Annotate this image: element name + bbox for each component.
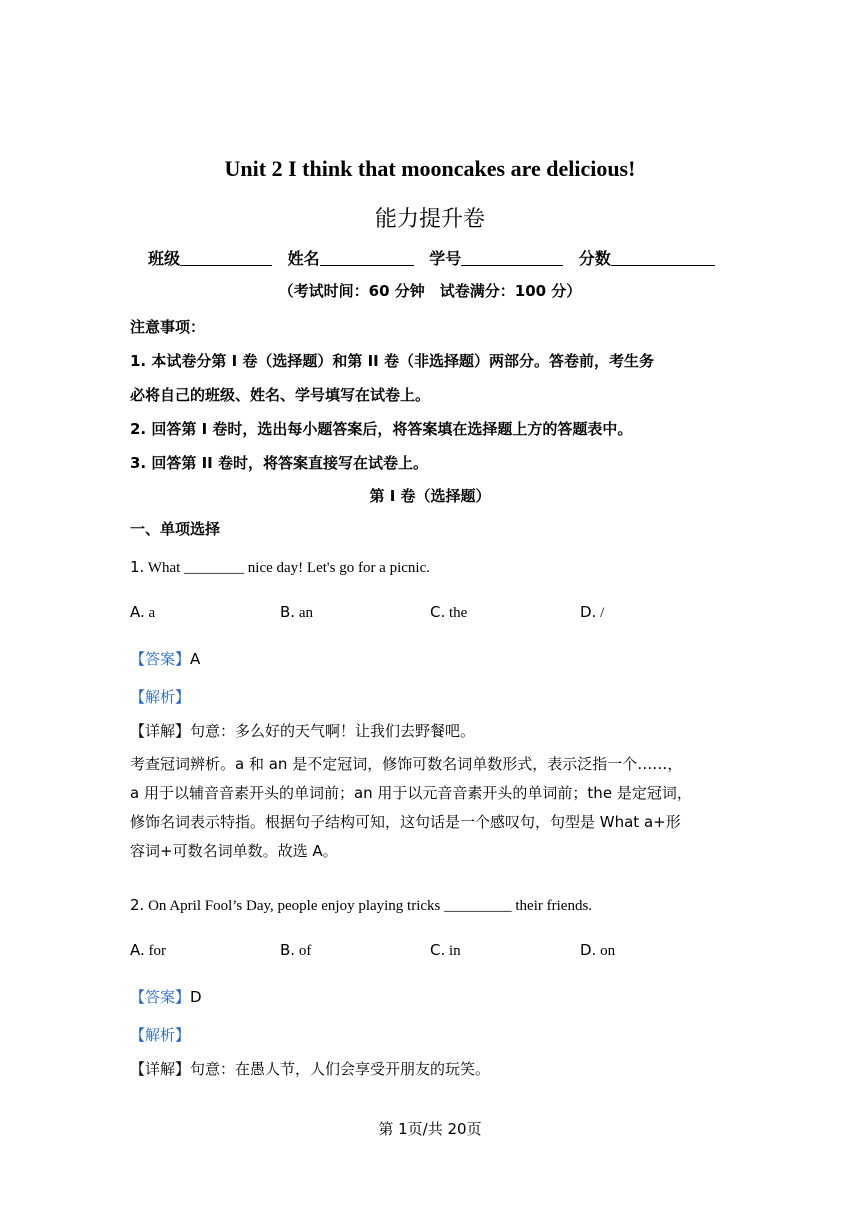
score-field[interactable] bbox=[611, 249, 715, 266]
class-label: 班级 bbox=[148, 249, 181, 268]
question-1-answer bbox=[130, 648, 730, 669]
page-subtitle: 能力提升卷 bbox=[374, 207, 485, 232]
explanation-line: 修饰名词表示特指。根据句子结构可知，这句话是一个感叹句，句型是 What a+形 bbox=[130, 813, 681, 831]
score-label: 分数 bbox=[578, 249, 611, 268]
question-2-analysis-tag: 【解析】 bbox=[130, 1026, 191, 1044]
answer-tag: 【答案】 bbox=[130, 988, 191, 1006]
question-text: What ________ nice day! Let's go for a picnic. bbox=[147, 560, 430, 576]
name-label: 姓名 bbox=[287, 249, 320, 268]
question-1-explanation bbox=[130, 750, 730, 866]
option-c: C. in bbox=[430, 941, 461, 959]
class-field[interactable] bbox=[180, 249, 272, 266]
option-b: B. of bbox=[280, 941, 312, 959]
answer-tag: 【答案】 bbox=[130, 650, 191, 668]
option-b: B. an bbox=[280, 603, 313, 621]
question-number: 2. bbox=[130, 896, 145, 914]
answer-value: A bbox=[190, 650, 201, 668]
note-item-1-line-2: 必将自己的班级、姓名、学号填写在试卷上。 bbox=[130, 386, 431, 404]
name-field[interactable] bbox=[320, 249, 414, 266]
question-text: On April Fool’s Day, people enjoy playing tricks _________ their friends. bbox=[148, 898, 593, 914]
note-item-1-line-1: 1. 本试卷分第 I 卷（选择题）和第 II 卷（非选择题）两部分。答卷前，考生务 bbox=[130, 352, 654, 370]
detail-text: 句意：在愚人节，人们会享受开朋友的玩笑。 bbox=[190, 1060, 491, 1078]
student-id-label: 学号 bbox=[429, 249, 462, 268]
section-title: 第 I 卷（选择题） bbox=[369, 487, 491, 505]
explanation-line: 考查冠词辨析。a 和 an 是不定冠词，修饰可数名词单数形式，表示泛指一个……， bbox=[130, 755, 683, 773]
student-id-field[interactable] bbox=[461, 249, 563, 266]
student-info-row bbox=[148, 246, 748, 269]
option-a: A. a bbox=[130, 603, 156, 621]
option-a: A. for bbox=[130, 941, 167, 959]
option-c: C. the bbox=[430, 603, 468, 621]
answer-value: D bbox=[190, 988, 202, 1006]
note-item-2: 2. 回答第 I 卷时，选出每小题答案后，将答案填在选择题上方的答题表中。 bbox=[130, 420, 633, 438]
note-item-3: 3. 回答第 II 卷时，将答案直接写在试卷上。 bbox=[130, 454, 428, 472]
question-2-answer bbox=[130, 986, 730, 1007]
detail-text: 句意：多么好的天气啊！让我们去野餐吧。 bbox=[190, 722, 476, 740]
detail-tag: 【详解】 bbox=[130, 722, 191, 740]
page-footer: 第 1页/共 20页 bbox=[378, 1120, 482, 1138]
question-1-stem bbox=[130, 558, 730, 577]
explanation-line: 容词+可数名词单数。故选 A。 bbox=[130, 842, 338, 860]
option-d: D. / bbox=[580, 603, 605, 621]
part-title: 一、单项选择 bbox=[130, 520, 221, 538]
exam-time-info: （考试时间：60 分钟 试卷满分：100 分） bbox=[278, 282, 582, 300]
notes-heading: 注意事项： bbox=[130, 318, 206, 336]
question-1-analysis-tag: 【解析】 bbox=[130, 688, 191, 706]
question-1-detail bbox=[130, 720, 730, 741]
question-2-detail bbox=[130, 1058, 730, 1079]
question-number: 1. bbox=[130, 558, 145, 576]
question-2-stem bbox=[130, 896, 730, 915]
option-d: D. on bbox=[580, 941, 616, 959]
explanation-line: a 用于以辅音音素开头的单词前；an 用于以元音音素开头的单词前；the 是定冠词， bbox=[130, 784, 692, 802]
page-title: Unit 2 I think that mooncakes are delicious! bbox=[224, 156, 636, 181]
detail-tag: 【详解】 bbox=[130, 1060, 191, 1078]
